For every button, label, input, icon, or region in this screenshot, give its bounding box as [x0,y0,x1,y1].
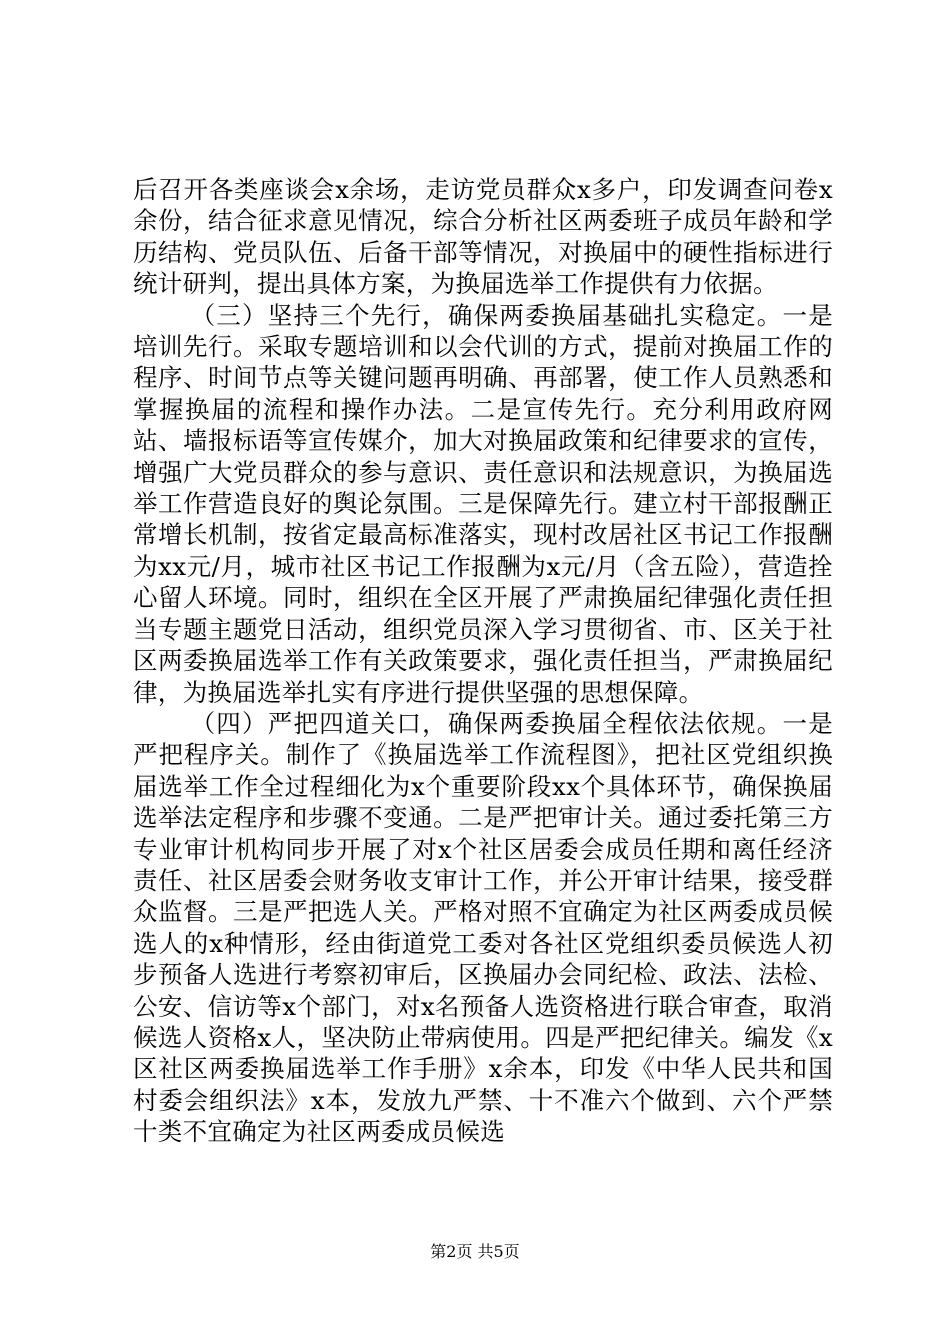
paragraph-2: （三）坚持三个先行，确保两委换届基础扎实稳定。一是培训先行。采取专题培训和以会代训的方式，提前对换届工作的程序、时间节点等关键问题再明确、再部署，使工作人员熟悉和掌握换届的流程和操作办法。二是宣传先行。充分利用政府网站、墙报标语等宣传媒介，加大对换届政策和纪律要求的宣传，增强广大党员群众的参与意识、责任意识和法规意识，为换届选举工作营造良好的舆论氛围。三是保障先行。建立村干部报酬正常增长机制，按省定最高标准落实，现村改居社区书记工作报酬为xx元/月，城市社区书记工作报酬为x元/月（含五险），营造拴心留人环境。同时，组织在全区开展了严肃换届纪律强化责任担当专题主题党日活动，组织党员深入学习贯彻省、市、区关于社区两委换届选举工作有关政策要求，强化责任担当，严肃换届纪律，为换届选举扎实有序进行提供坚强的思想保障。 [133,300,833,707]
paragraph-3: （四）严把四道关口，确保两委换届全程依法依规。一是严把程序关。制作了《换届选举工作流程图》，把社区党组织换届选举工作全过程细化为x个重要阶段xx个具体环节，确保换届选举法定程序和步骤不变通。二是严把审计关。通过委托第三方专业审计机构同步开展了对x个社区居委会成员任期和离任经济责任、社区居委会财务收支审计工作，并公开审计结果，接受群众监督。三是严把选人关。严格对照不宜确定为社区两委成员候选人的x种情形，经由街道党工委对各社区党组织委员候选人初步预备人选进行考察初审后，区换届办会同纪检、政法、法检、公安、信访等x个部门，对x名预备人选资格进行联合审查，取消候选人资格x人，坚决防止带病使用。四是严把纪律关。编发《x区社区两委换届选举工作手册》x余本，印发《中华人民共和国村委会组织法》x本，发放九严禁、十不准六个做到、六个严禁十类不宜确定为社区两委成员候选 [133,708,833,1147]
document-body [133,174,833,1148]
page-number-footer: 第2页 共5页 [430,1242,520,1261]
paragraph-1: 后召开各类座谈会x余场，走访党员群众x多户，印发调查问卷x余份，结合征求意见情况，综合分析社区两委班子成员年龄和学历结构、党员队伍、后备干部等情况，对换届中的硬性指标进行统计研判，提出具体方案，为换届选举工作提供有力依据。 [133,175,833,299]
